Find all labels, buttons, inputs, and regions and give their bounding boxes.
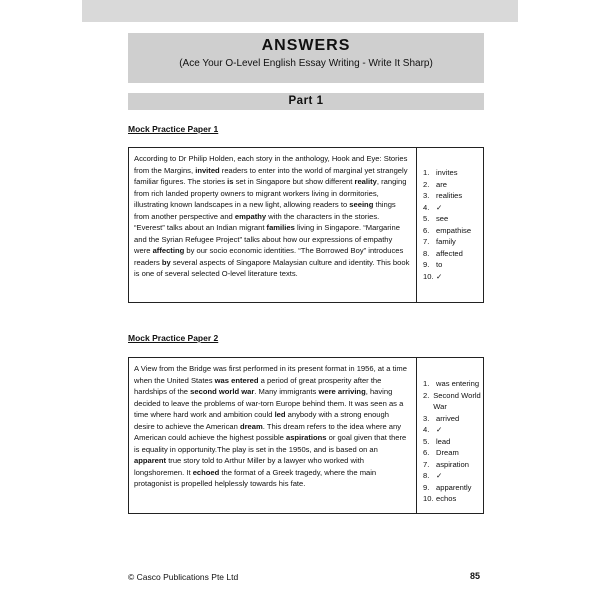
passage-text: . This dream refers to the idea where any American could achieve the highest possible: [134, 421, 402, 442]
answer-item: [423, 167, 471, 179]
answer-item: [423, 225, 471, 237]
error-word: were arriving: [318, 387, 366, 396]
answer-item: [423, 271, 471, 283]
answer-number: 6.: [423, 448, 430, 457]
passage-text: the format of a Greek tragedy, where the main protagonist is propelled helplessly towards his fate.: [134, 467, 377, 488]
answer-text: ✓: [436, 202, 443, 212]
answer-number: 9.: [423, 482, 430, 492]
error-word: families: [266, 223, 295, 232]
error-word: by: [161, 257, 171, 267]
answer-number: 5.: [423, 214, 430, 223]
answer-text: Dream: [436, 448, 459, 457]
top-banner: [82, 0, 518, 22]
page-title: ANSWERS: [261, 37, 351, 54]
passage-text: several aspects of Singapore Malaysian culture and identity. This book is one of several selected O-level literature texts.: [134, 257, 410, 278]
error-word: second world war: [190, 387, 255, 396]
answer-number: 3.: [423, 413, 430, 423]
error-word: empathy: [234, 211, 267, 221]
passage-text: . Many immigrants: [254, 387, 319, 396]
answer-item: [423, 259, 471, 271]
answer-number: 3.: [423, 191, 430, 200]
answer-text: ✓: [436, 425, 443, 434]
answer-number: 7.: [423, 459, 430, 469]
answer-number: 8.: [423, 248, 430, 258]
error-word: apparent: [134, 456, 167, 465]
passage-text: with the characters in the stories. “Everest” talks about an Indian migrant: [134, 211, 380, 232]
paper-1-box: [128, 147, 484, 303]
error-word: affecting: [152, 246, 185, 255]
answer-item: [423, 190, 471, 202]
answer-number: 2.: [423, 390, 430, 400]
answer-number: 10.: [423, 271, 434, 281]
answer-text: aspiration: [436, 459, 469, 469]
answer-item: [423, 424, 483, 436]
answer-text: apparently: [436, 482, 472, 492]
error-word: reality: [354, 177, 377, 186]
answer-text: ✓: [436, 471, 443, 480]
passage-text: , ranging from rich landed property owners to migrant workers living in dormitories, illustrating known landscapes in a new light, allowing readers to: [134, 177, 407, 209]
passage-text: A View from the Bridge was first performed in its present format in 1956, at a time when the United States: [134, 364, 407, 385]
passage-text: living in Singapore. “Margarine and the Syrian Refugee Project” talks about how our expressions of empathy were: [134, 223, 400, 255]
answer-number: 8.: [423, 471, 430, 480]
answer-text: are: [436, 179, 447, 189]
answer-item: [423, 213, 471, 225]
answer-item: [423, 436, 483, 448]
answer-text: family: [436, 237, 456, 246]
answer-number: 9.: [423, 260, 430, 269]
passage-text: a period of great prosperity after the hardships of the: [134, 375, 382, 396]
page-number: 85: [470, 571, 481, 581]
error-word: led: [274, 410, 286, 419]
answer-number: 5.: [423, 436, 430, 446]
passage-text: , having decided to leave the problems of war-torn Europe behind them. It was seen as a time where hard work and ambition could: [134, 387, 404, 419]
answer-text: was entering: [436, 379, 480, 388]
error-word: is: [227, 177, 234, 186]
error-word: invited: [195, 165, 220, 175]
copyright-notice: © Casco Publications Pte Ltd: [128, 572, 239, 582]
page-subtitle: (Ace Your O-Level English Essay Writing - Write It Sharp): [179, 58, 433, 69]
answer-number: 1.: [423, 168, 430, 177]
error-word: was entered: [214, 375, 259, 385]
answer-item: [423, 493, 483, 505]
answer-number: 4.: [423, 202, 430, 212]
answer-item: [423, 413, 483, 425]
paper-1-label: Mock Practice Paper 1: [128, 124, 219, 134]
answer-item: [423, 378, 483, 390]
answer-item: [423, 236, 471, 248]
paper-1-passage: [129, 148, 417, 302]
answer-text: see: [436, 214, 449, 223]
title-band: [128, 33, 484, 83]
paper-2-box: [128, 357, 484, 514]
answer-text: arrived: [436, 413, 460, 423]
answer-item: [423, 447, 483, 459]
paper-2-passage: [129, 358, 417, 513]
answer-text: echos: [436, 494, 457, 503]
answer-number: 10.: [423, 494, 434, 503]
answer-text: invites: [436, 168, 458, 177]
answer-text: Second World War: [433, 390, 481, 411]
passage-text: or goal given that there is equality in opportunity.The play is set in the 1950s, and is based on an: [134, 433, 407, 454]
answer-item: [423, 202, 471, 214]
answer-text: affected: [436, 248, 463, 258]
passage-text: set in Singapore but show different: [233, 177, 355, 186]
answer-text: to: [436, 260, 443, 269]
error-word: dream: [239, 421, 263, 431]
paper-1-answers: [423, 167, 471, 282]
passage-text: readers to enter into the world of marginal yet strangely familiar figures. The stories: [134, 165, 408, 186]
error-word: echoed: [192, 467, 220, 477]
answer-item: [423, 459, 483, 471]
answer-text: lead: [436, 436, 451, 446]
answer-item: [423, 248, 471, 260]
passage-text: anybody with a strong enough desire to achieve the American: [134, 410, 389, 431]
answer-number: 4.: [423, 425, 430, 434]
passage-text: true story told to Arthur Miller by a lawyer who worked with longshoremen. It: [134, 456, 365, 477]
answer-number: 2.: [423, 179, 430, 189]
answer-item: [423, 390, 483, 413]
error-word: seeing: [349, 200, 374, 209]
answer-text: realities: [436, 191, 463, 200]
passage-text: According to Dr Philip Holden, each story in the anthology, Hook and Eye: Stories from the Margins,: [134, 154, 408, 175]
answer-item: [423, 482, 483, 494]
passage-text: things from another perspective and: [134, 200, 396, 221]
passage-text: by our socio economic identities. “The Borrowed Boy” introduces readers: [134, 246, 404, 267]
paper-2-answers: [423, 378, 483, 505]
answer-text: empathise: [436, 225, 472, 235]
answer-number: 7.: [423, 237, 430, 246]
answer-number: 6.: [423, 225, 430, 235]
answer-number: 1.: [423, 379, 430, 388]
answer-text: ✓: [436, 271, 443, 281]
error-word: aspirations: [285, 433, 327, 442]
part-heading: Part 1: [128, 93, 484, 110]
paper-2-label: Mock Practice Paper 2: [128, 333, 219, 343]
answer-item: [423, 179, 471, 191]
answer-item: [423, 470, 483, 482]
